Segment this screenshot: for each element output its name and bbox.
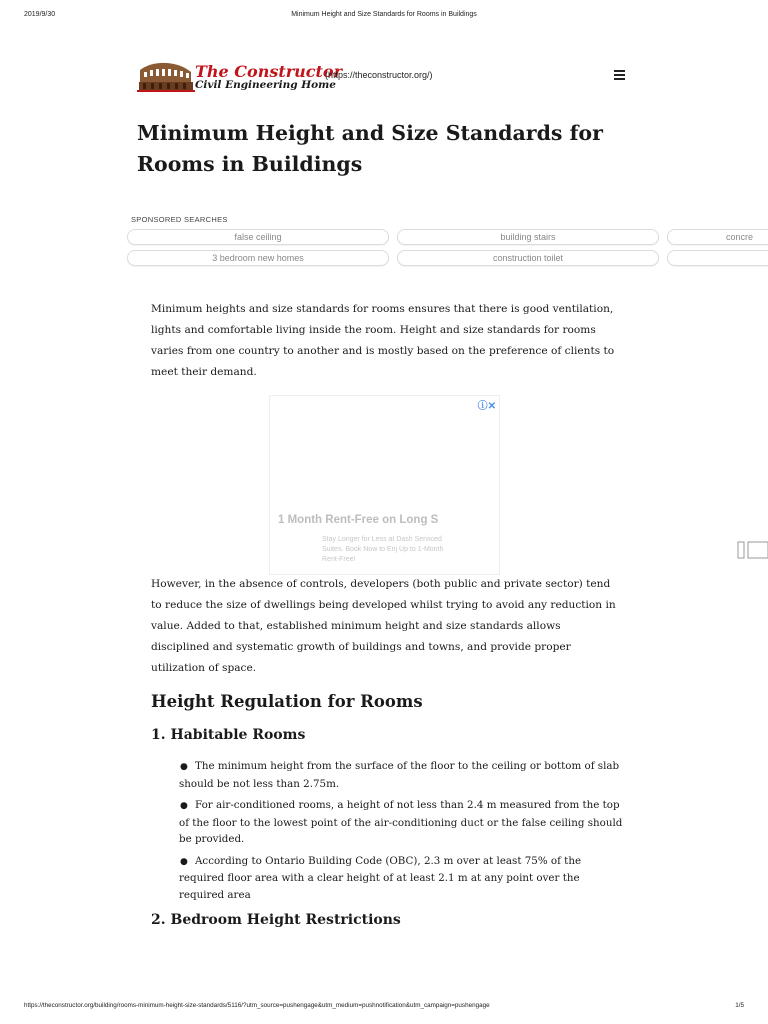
sponsored-search-construction-toilet[interactable]: construction toilet	[397, 250, 659, 266]
sponsored-search-false-ceiling[interactable]: false ceiling	[127, 229, 389, 245]
side-panel-toggle-icon[interactable]	[737, 541, 768, 559]
list-item	[179, 758, 624, 792]
bullet-icon: ●	[180, 856, 188, 867]
sponsored-search-3-bedroom-new-homes[interactable]: 3 bedroom new homes	[127, 250, 389, 266]
site-tagline: Civil Engineering Home	[195, 79, 336, 91]
print-footer-url: https://theconstructor.org/building/rooms-minimum-height-size-standards/5116/?utm_source=pushengage&utm_medium=pushnotification&utm_campaign=pushengage	[24, 1002, 490, 1009]
list-item-text: The minimum height from the surface of the floor to the ceiling or bottom of slab should be not less than 2.75m.	[179, 760, 620, 790]
sponsored-search-building-stairs[interactable]: building stairs	[397, 229, 659, 245]
controls-paragraph: However, in the absence of controls, developers (both public and private sector) tend to reduce the size of dwellings being developed whilst trying to avoid any reduction in value. Added to that, established minimum height and size standards allows disciplined and systematic growth of buildings and towns, and provide proper utilization of space.	[151, 578, 616, 674]
list-item-text: According to Ontario Building Code (OBC), 2.3 m over at least 75% of the required floor area with a clear height of at least 2.1 m at any point over the required area	[179, 854, 582, 901]
ad-description: Stay Longer for Less at Dash Serviced Suites. Book Now to Enj Up to 1-Month Rent-Free!	[322, 536, 444, 563]
sponsored-searches-label: SPONSORED SEARCHES	[131, 215, 228, 224]
sponsored-search-truncated[interactable]	[667, 250, 768, 266]
site-url-link[interactable]: (https://theconstructor.org/)	[325, 70, 433, 80]
list-item	[179, 853, 624, 904]
ad-choices-icon[interactable]: ⓘ✕	[477, 401, 496, 412]
bullet-icon: ●	[180, 801, 188, 811]
intro-paragraph: Minimum heights and size standards for rooms ensures that there is good ventilation, lights and comfortable living inside the room. Height and size standards for rooms varies from one country to another and is mostly based on the preference of clients to meet their demand.	[151, 303, 615, 378]
heading-bedroom-height: 2. Bedroom Height Restrictions	[151, 912, 401, 928]
list-item	[179, 797, 624, 848]
print-page-number: 1/5	[735, 1002, 744, 1009]
ad-headline[interactable]: 1 Month Rent-Free on Long S	[278, 514, 439, 526]
colosseum-logo-icon	[137, 60, 195, 92]
print-date: 2019/9/30	[24, 11, 56, 18]
habitable-rooms-list	[179, 758, 624, 908]
bullet-icon: ●	[180, 762, 188, 772]
print-title: Minimum Height and Size Standards for Rooms in Buildings	[291, 11, 477, 18]
heading-height-regulation: Height Regulation for Rooms	[151, 692, 423, 711]
site-brand-name: The Constructor	[195, 62, 343, 81]
hamburger-menu-icon[interactable]	[614, 70, 626, 80]
site-header	[137, 58, 630, 98]
advertisement[interactable]	[269, 395, 500, 575]
sponsored-search-concrete[interactable]: concre	[667, 229, 768, 245]
site-logo-link[interactable]	[137, 58, 343, 94]
list-item-text: For air-conditioned rooms, a height of not less than 2.4 m measured from the top of the floor to the lowest point of the air-conditioning duct or the false ceiling should be provided.	[179, 799, 623, 845]
print-footer	[0, 1002, 768, 1014]
print-header	[0, 11, 768, 23]
sponsored-searches-grid	[127, 229, 768, 271]
heading-habitable-rooms: 1. Habitable Rooms	[151, 727, 306, 743]
page-title: Minimum Height and Size Standards for Rooms in Buildings	[137, 121, 603, 176]
